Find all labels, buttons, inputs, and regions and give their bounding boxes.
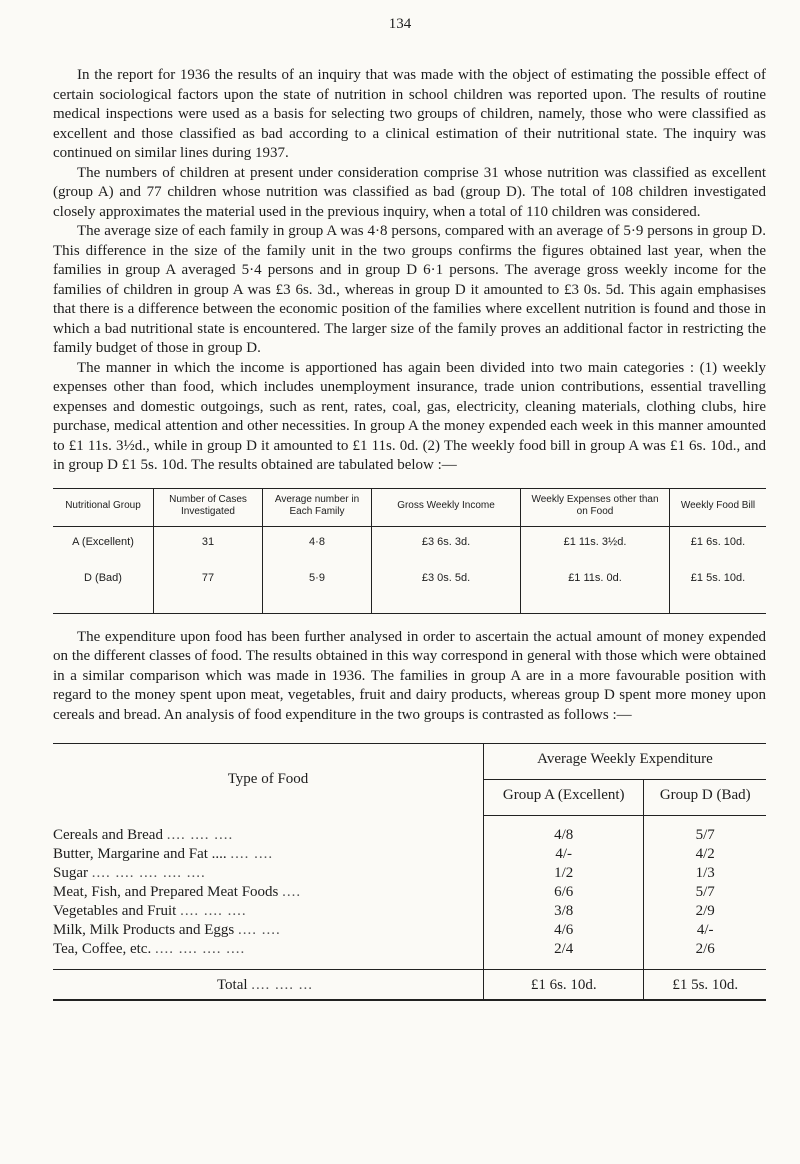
table-row [53, 902, 766, 921]
cell-group-d: 5/7 [644, 816, 766, 846]
cell-total-group-d: £1 5s. 10d. [644, 970, 766, 1001]
leader-dots: .... .... [230, 846, 274, 862]
cell-group-a: 1/2 [484, 864, 644, 883]
table-row [53, 845, 766, 864]
total-row [53, 970, 766, 1001]
header-group-d: Group D (Bad) [644, 780, 766, 816]
cell-group-a: 3/8 [484, 902, 644, 921]
page-number: 134 [388, 16, 412, 32]
food-table-header-row [53, 744, 766, 780]
cell-cases: 77 [154, 571, 263, 614]
paragraph-1: In the report for 1936 the results of an inquiry that was made with the object of estimating the possible effect of certain sociological factors upon the state of nutrition in school children was reported upon. The results of routine medical inspections were used as a basis for selecting two groups of children, namely, those who were classified as excellent and those classified as bad according to a clinical estimation of their nutritional state. The inquiry was continued on similar lines during 1937. [53, 67, 766, 161]
cell-gross-income: £3 6s. 3d. [372, 526, 521, 571]
leader-dots: .... .... ... [251, 977, 314, 993]
food-label: Meat, Fish, and Prepared Meat Foods [53, 884, 279, 900]
cell-food-type [53, 816, 484, 846]
header-number-of-cases: Number of Cases Investigated [154, 488, 263, 526]
cell-group-d: 4/2 [644, 845, 766, 864]
total-label: Total [216, 977, 248, 993]
cell-total-group-a: £1 6s. 10d. [484, 970, 644, 1001]
header-gross-weekly-income: Gross Weekly Income [372, 488, 521, 526]
cell-group: A (Excellent) [72, 535, 134, 548]
table-row [53, 571, 766, 614]
food-label: Cereals and Bread [53, 826, 163, 843]
table-row [53, 816, 766, 846]
cell-group-a: 2/4 [484, 940, 644, 970]
cell-group-a: 6/6 [484, 883, 644, 902]
cell-group-a: 4/8 [484, 816, 644, 846]
cell-group-d: 5/7 [644, 883, 766, 902]
income-table-header-row [53, 488, 766, 526]
income-table [53, 488, 766, 614]
cell-food-type [53, 921, 484, 940]
cell-gross-income: £3 0s. 5d. [372, 571, 521, 614]
cell-food-type [53, 883, 484, 902]
food-expenditure-table [53, 743, 766, 1001]
paragraph-2: The numbers of children at present under consideration comprise 31 whose nutrition was classified as excellent (group A) and 77 children whose nutrition was classified as bad (group D). The total of 108 children investigated closely approximates the material used in the previous inquiry, when a total of 110 children was considered. [53, 164, 766, 220]
food-label: Milk, Milk Products and Eggs [53, 922, 235, 938]
header-weekly-expenses: Weekly Expenses other than on Food [521, 488, 670, 526]
leader-dots: .... .... .... [166, 826, 234, 843]
food-label: Vegetables and Fruit [53, 903, 177, 919]
cell-other-expenses: £1 11s. 0d. [521, 571, 670, 614]
food-label: Sugar [53, 865, 88, 881]
cell-group-a: 4/6 [484, 921, 644, 940]
header-group-a: Group A (Excellent) [484, 780, 644, 816]
table-row [53, 921, 766, 940]
paragraph-5: The expenditure upon food has been further analysed in order to ascertain the actual amount of money expended on the different classes of food. The results obtained in this way correspond in general with those which were obtained in a similar comparison which was made in 1936. The families in group A are in a more favourable position with regard to the money spent upon meat, vegetables, fruit and dairy products, whereas group D spent more money upon cereals and bread. An analysis of food expenditure in the two groups is contrasted as follows :— [53, 628, 766, 723]
cell-group-a: 4/- [484, 845, 644, 864]
page-content [53, 66, 766, 1001]
leader-dots: .... .... .... .... .... [91, 865, 206, 881]
cell-family-size: 4·8 [263, 526, 372, 571]
cell-group: D (Bad) [84, 571, 122, 584]
cell-food-type [53, 864, 484, 883]
leader-dots: .... .... .... [180, 903, 247, 919]
paragraph-4: The manner in which the income is apportioned has again been divided into two main categories : (1) weekly expenses other than food, which includes unemployment insurance, trade union contributions, essential travelling expenses and domestic outgoings, such as rent, rates, coal, gas, electricity, cleaning materials, clothing clubs, hire purchase, medical attention and other necessities. In group A the money expended each week in this manner amounted to £1 11s. 3½d., while in group D it amounted to £1 11s. 0d. (2) The weekly food bill in group A was £1 6s. 10d., and in group D £1 5s. 10d. The results obtained are tabulated below :— [53, 359, 766, 473]
cell-cases: 31 [154, 526, 263, 571]
cell-food-bill: £1 6s. 10d. [670, 526, 767, 571]
cell-group-d: 4/- [644, 921, 766, 940]
table-row [53, 883, 766, 902]
cell-food-type [53, 902, 484, 921]
cell-family-size: 5·9 [263, 571, 372, 614]
cell-food-type [53, 845, 484, 864]
header-weekly-food-bill: Weekly Food Bill [670, 488, 767, 526]
table-row [53, 526, 766, 571]
food-label: Butter, Margarine and Fat .... [53, 846, 227, 862]
cell-group-d: 2/9 [644, 902, 766, 921]
table-row [53, 864, 766, 883]
cell-food-type [53, 940, 484, 970]
cell-food-bill: £1 5s. 10d. [670, 571, 767, 614]
cell-other-expenses: £1 11s. 3½d. [521, 526, 670, 571]
header-average-family: Average number in Each Family [263, 488, 372, 526]
header-nutritional-group: Nutritional Group [53, 488, 154, 526]
header-average-weekly-expenditure: Average Weekly Expenditure [484, 744, 767, 780]
cell-group-d: 1/3 [644, 864, 766, 883]
cell-group-d: 2/6 [644, 940, 766, 970]
food-label: Tea, Coffee, etc. [53, 941, 152, 957]
header-type-of-food: Type of Food [227, 771, 309, 788]
leader-dots: .... .... .... .... [154, 941, 246, 957]
table-row [53, 940, 766, 970]
leader-dots: .... [282, 884, 302, 900]
cell-total-label [53, 970, 484, 1001]
leader-dots: .... .... [238, 922, 281, 938]
paragraph-3: The average size of each family in group A was 4·8 persons, compared with an average of 5·9 persons in group D. This difference in the size of the family unit in the two groups confirms the figures obtained last year, when the families in group A averaged 5·4 persons and in group D 6·1 persons. The average gross weekly income for the families of children in group A was £3 6s. 3d., whereas in group D it amounted to £3 0s. 5d. This again emphasises that there is a difference between the economic position of the families where excellent nutrition is found and those in which a bad nutritional state is encountered. The larger size of the family proves an additional factor in restricting the family budget of those in group D. [53, 223, 766, 356]
